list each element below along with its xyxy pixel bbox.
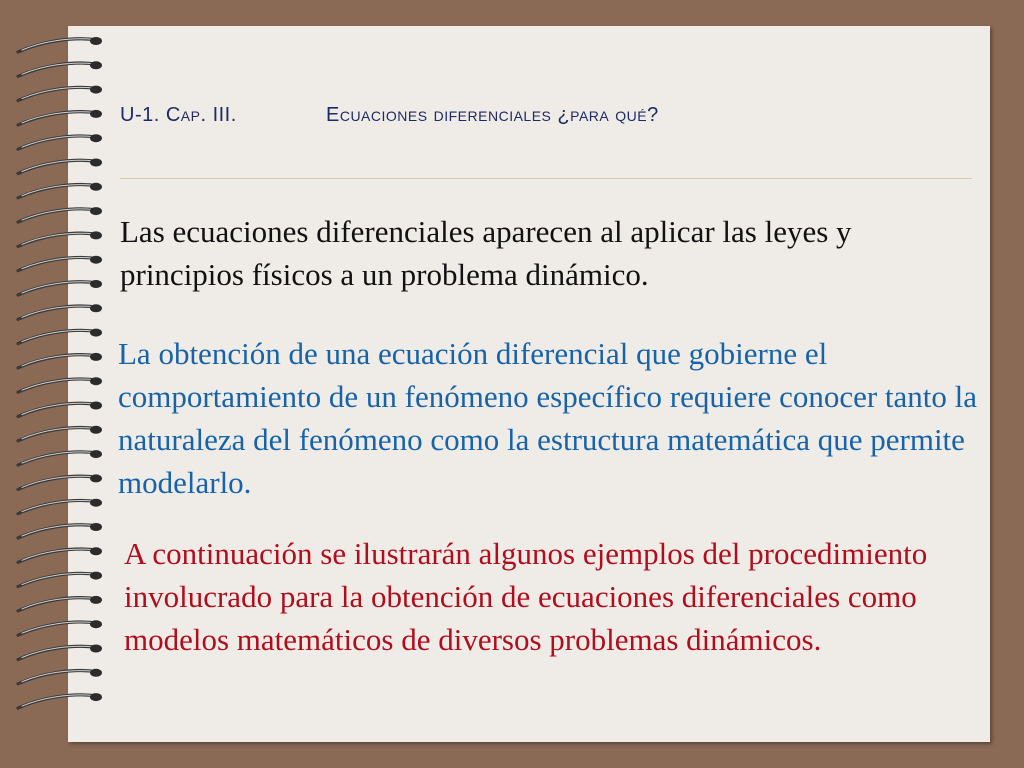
spiral-ring-icon (18, 377, 102, 392)
spiral-ring-icon (18, 596, 102, 611)
spiral-ring-icon (18, 159, 102, 174)
title-text: Ecuaciones diferenciales ¿para qué? (326, 104, 659, 126)
spiral-ring-icon (18, 523, 102, 538)
spiral-ring-icon (18, 183, 102, 198)
spiral-ring-icon (18, 231, 102, 246)
chapter-label: U-1. Cap. III. (120, 104, 237, 126)
spiral-ring-icon (18, 426, 102, 441)
spiral-ring-icon (18, 134, 102, 149)
spiral-ring-icon (18, 645, 102, 660)
paragraph-intro: Las ecuaciones diferenciales aparecen al aplicar las leyes y principios físicos a un problema dinámico. (120, 214, 852, 292)
paragraph-obtaining: La obtención de una ecuación diferencial que gobierne el comportamiento de un fenómeno específico requiere conocer tanto la naturaleza del fenómeno como la estructura matemática que permite modelarlo. (118, 336, 978, 500)
spiral-ring-icon (18, 474, 102, 489)
spiral-ring-icon (18, 450, 102, 465)
spiral-ring-icon (18, 329, 102, 344)
spiral-ring-icon (18, 280, 102, 295)
spiral-ring-icon (18, 572, 102, 587)
spiral-ring-icon (18, 499, 102, 514)
spiral-ring-icon (18, 402, 102, 417)
spiral-ring-icon (18, 256, 102, 271)
spiral-ring-icon (18, 37, 102, 52)
spiral-ring-icon (18, 86, 102, 101)
title-divider (120, 178, 972, 179)
paragraph-examples: A continuación se ilustrarán algunos ejemplos del procedimiento involucrado para la obtención de ecuaciones diferenciales como modelos matemáticos de diversos problemas dinámicos. (124, 536, 928, 657)
spiral-binding-icon (0, 0, 120, 768)
spiral-ring-icon (18, 304, 102, 319)
spiral-ring-icon (18, 547, 102, 562)
spiral-ring-icon (18, 61, 102, 76)
spiral-ring-icon (18, 693, 102, 708)
spiral-ring-icon (18, 207, 102, 222)
spiral-ring-icon (18, 353, 102, 368)
spiral-ring-icon (18, 110, 102, 125)
spiral-ring-icon (18, 669, 102, 684)
spiral-ring-icon (18, 620, 102, 635)
